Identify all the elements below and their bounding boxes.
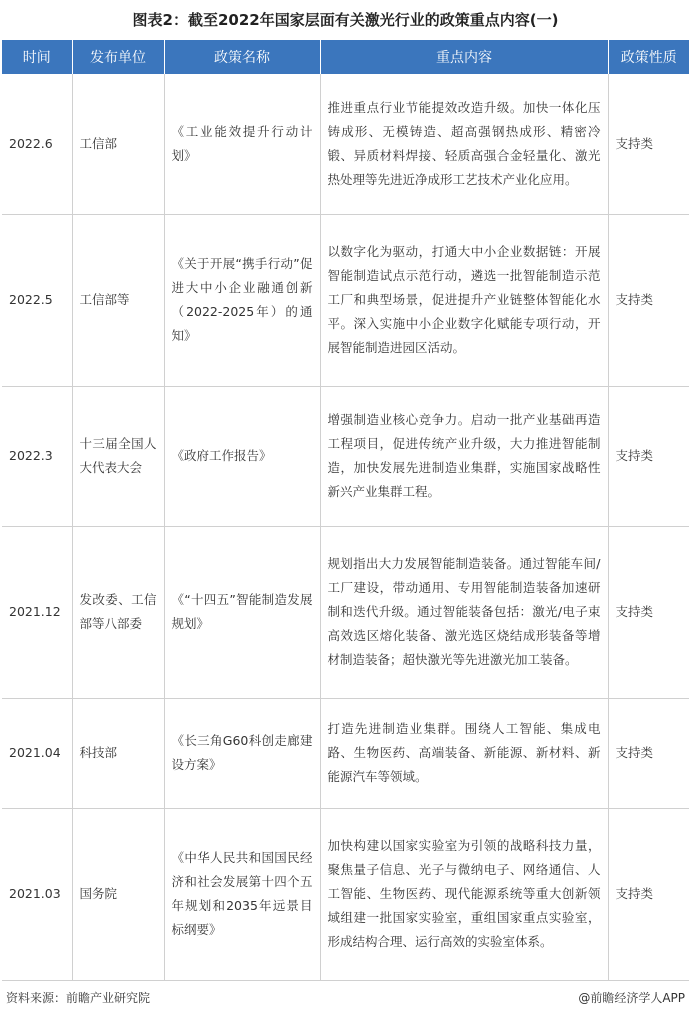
cell-issuer: 工信部 <box>72 74 164 214</box>
cell-key-content: 规划指出大力发展智能制造装备。通过智能车间/工厂建设，带动通用、专用智能制造装备加速研制和迭代升级。通过智能装备包括：激光/电子束高效选区熔化装备、激光选区烧结成形装备等增材制造装备；超快激光等先进激光加工装备。 <box>320 526 608 698</box>
cell-policy-name: 《“十四五”智能制造发展规划》 <box>164 526 320 698</box>
footer <box>0 985 691 1009</box>
cell-policy-name: 《中华人民共和国国民经济和社会发展第十四个五年规划和2035年远景目标纲要》 <box>164 808 320 980</box>
cell-policy-nature: 支持类 <box>608 698 689 808</box>
header-key-content: 重点内容 <box>320 40 608 74</box>
cell-issuer: 十三届全国人大代表大会 <box>72 386 164 526</box>
cell-key-content: 打造先进制造业集群。围绕人工智能、集成电路、生物医药、高端装备、新能源、新材料、新能源汽车等领域。 <box>320 698 608 808</box>
cell-key-content: 以数字化为驱动，打通大中小企业数据链：开展智能制造试点示范行动，遴选一批智能制造示范工厂和典型场景，促进提升产业链整体智能化水平。深入实施中小企业数字化赋能专项行动，开展智能制造进园区活动。 <box>320 214 608 386</box>
cell-time: 2021.03 <box>2 808 72 980</box>
table-row <box>2 74 689 214</box>
header-time: 时间 <box>2 40 72 74</box>
policy-table <box>2 40 689 981</box>
cell-policy-nature: 支持类 <box>608 214 689 386</box>
cell-policy-nature: 支持类 <box>608 808 689 980</box>
cell-policy-name: 《关于开展“携手行动”促进大中小企业融通创新（2022-2025年）的通知》 <box>164 214 320 386</box>
cell-time: 2022.3 <box>2 386 72 526</box>
cell-policy-nature: 支持类 <box>608 386 689 526</box>
cell-policy-name: 《工业能效提升行动计划》 <box>164 74 320 214</box>
source-note: 资料来源：前瞻产业研究院 <box>6 991 151 1005</box>
cell-issuer: 发改委、工信部等八部委 <box>72 526 164 698</box>
header-issuer: 发布单位 <box>72 40 164 74</box>
cell-issuer: 国务院 <box>72 808 164 980</box>
cell-policy-name: 《政府工作报告》 <box>164 386 320 526</box>
cell-time: 2021.12 <box>2 526 72 698</box>
table-row <box>2 526 689 698</box>
cell-time: 2022.6 <box>2 74 72 214</box>
table-row <box>2 808 689 980</box>
cell-time: 2021.04 <box>2 698 72 808</box>
cell-policy-nature: 支持类 <box>608 526 689 698</box>
table-header-row <box>2 40 689 74</box>
cell-key-content: 加快构建以国家实验室为引领的战略科技力量，聚焦量子信息、光子与微纳电子、网络通信、人工智能、生物医药、现代能源系统等重大创新领域组建一批国家实验室，重组国家重点实验室，形成结构合理、运行高效的实验室体系。 <box>320 808 608 980</box>
table-row <box>2 214 689 386</box>
cell-key-content: 增强制造业核心竞争力。启动一批产业基础再造工程项目，促进传统产业升级，大力推进智能制造，加快发展先进制造业集群，实施国家战略性新兴产业集群工程。 <box>320 386 608 526</box>
table-row <box>2 698 689 808</box>
cell-policy-name: 《长三角G60科创走廊建设方案》 <box>164 698 320 808</box>
chart-title: 图表2：截至2022年国家层面有关激光行业的政策重点内容(一) <box>132 11 559 29</box>
cell-issuer: 工信部等 <box>72 214 164 386</box>
cell-policy-nature: 支持类 <box>608 74 689 214</box>
brand-credit: @前瞻经济学人APP <box>578 991 685 1005</box>
cell-time: 2022.5 <box>2 214 72 386</box>
header-policy-nature: 政策性质 <box>608 40 689 74</box>
cell-key-content: 推进重点行业节能提效改造升级。加快一体化压铸成形、无模铸造、超高强钢热成形、精密冷锻、异质材料焊接、轻质高强合金轻量化、激光热处理等先进近净成形工艺技术产业化应用。 <box>320 74 608 214</box>
header-policy-name: 政策名称 <box>164 40 320 74</box>
table-row <box>2 386 689 526</box>
cell-issuer: 科技部 <box>72 698 164 808</box>
